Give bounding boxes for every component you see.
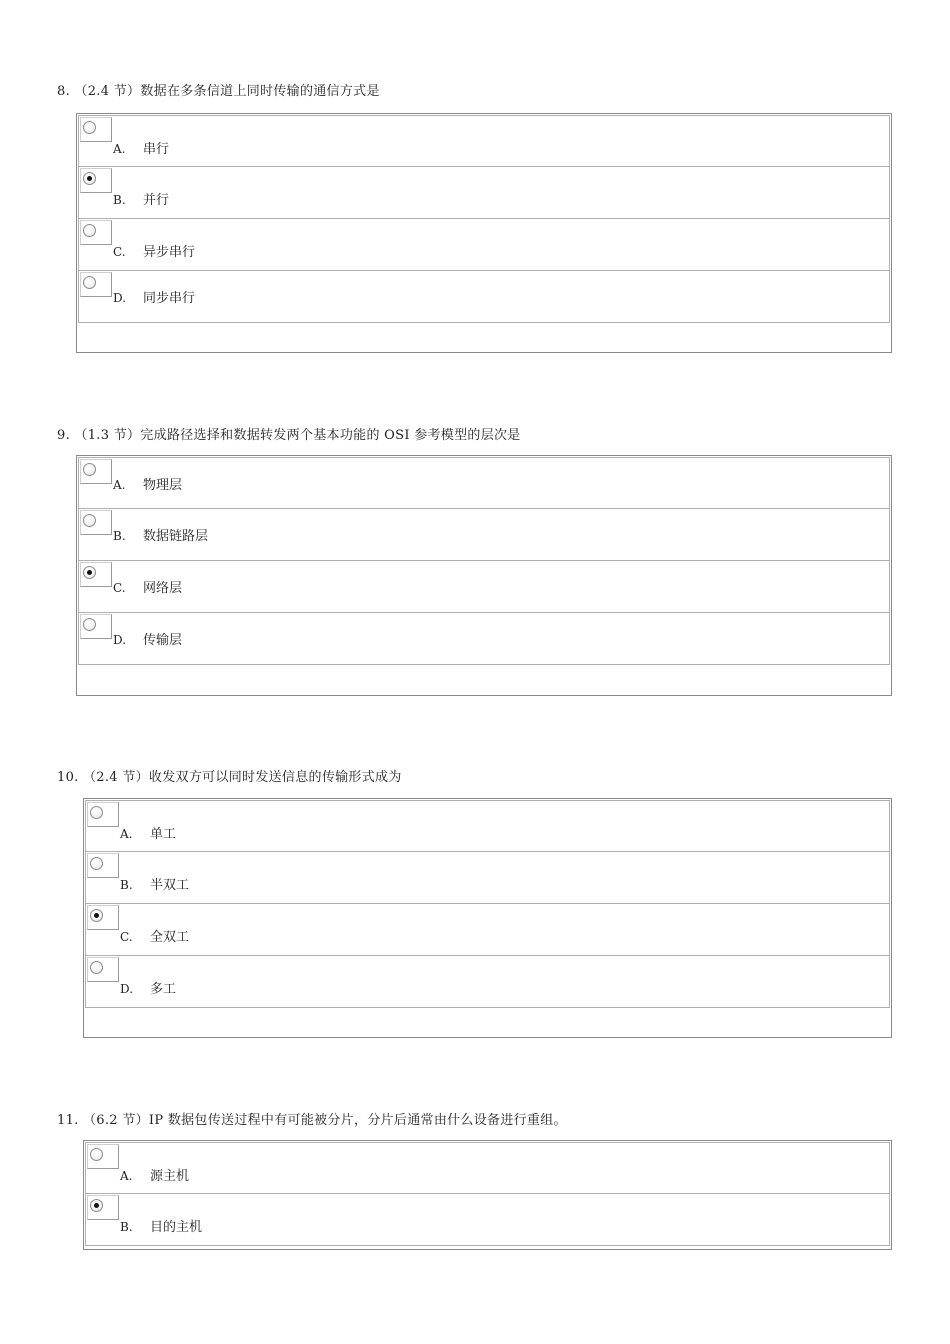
option-row-d[interactable]: [78, 613, 890, 665]
option-letter: D.: [120, 982, 134, 996]
option-label: [120, 926, 189, 945]
option-row-d[interactable]: [85, 956, 890, 1008]
option-text: 半双工: [150, 878, 190, 893]
option-label: [120, 823, 176, 842]
option-row-a[interactable]: [78, 457, 890, 509]
radio-button-a[interactable]: [83, 463, 96, 476]
radio-box: [87, 802, 119, 827]
radio-selected-dot-icon: [87, 570, 92, 575]
radio-button-b[interactable]: [90, 857, 103, 870]
radio-box: [87, 1195, 119, 1220]
option-label: [113, 241, 195, 260]
option-letter: A.: [113, 478, 126, 492]
option-label: [113, 138, 169, 157]
option-letter: B.: [120, 878, 133, 892]
options-table: [83, 1140, 892, 1250]
option-letter: A.: [120, 827, 133, 841]
option-text: 同步串行: [143, 291, 196, 306]
option-row-c[interactable]: [85, 904, 890, 956]
question-title: 9. （1.3 节）完成路径选择和数据转发两个基本功能的 OSI 参考模型的层次是: [57, 428, 521, 443]
option-text: 数据链路层: [143, 529, 209, 544]
radio-button-c[interactable]: [83, 566, 96, 579]
option-row-a[interactable]: [85, 1142, 890, 1194]
option-text: 源主机: [150, 1169, 190, 1184]
option-label: [120, 874, 189, 893]
radio-box: [80, 510, 112, 535]
question-title: 11. （6.2 节）IP 数据包传送过程中有可能被分片，分片后通常由什么设备进行重组。: [57, 1113, 567, 1128]
option-letter: A.: [120, 1169, 133, 1183]
option-row-d[interactable]: [78, 271, 890, 323]
option-label: [120, 978, 176, 997]
option-letter: B.: [120, 1220, 133, 1234]
option-text: 传输层: [143, 633, 183, 648]
option-label: [113, 474, 182, 493]
option-letter: B.: [113, 529, 126, 543]
radio-box: [80, 459, 112, 484]
option-row-c[interactable]: [78, 219, 890, 271]
option-row-a[interactable]: [78, 115, 890, 167]
option-text: 并行: [143, 193, 170, 208]
option-row-c[interactable]: [78, 561, 890, 613]
radio-button-a[interactable]: [90, 806, 103, 819]
question-title: 10. （2.4 节）收发双方可以同时发送信息的传输形式成为: [57, 770, 402, 785]
radio-box: [87, 957, 119, 982]
option-text: 全双工: [150, 930, 190, 945]
radio-box: [80, 562, 112, 587]
option-text: 单工: [150, 827, 177, 842]
option-letter: C.: [120, 930, 133, 944]
radio-box: [80, 220, 112, 245]
option-letter: C.: [113, 581, 126, 595]
options-table: [76, 113, 892, 353]
option-letter: D.: [113, 291, 127, 305]
radio-box: [80, 614, 112, 639]
option-label: [120, 1216, 202, 1235]
radio-box: [87, 853, 119, 878]
option-label: [113, 577, 182, 596]
option-text: 目的主机: [150, 1220, 203, 1235]
option-letter: D.: [113, 633, 127, 647]
option-row-b[interactable]: [78, 167, 890, 219]
options-table: [76, 455, 892, 696]
radio-button-a[interactable]: [90, 1148, 103, 1161]
radio-button-d[interactable]: [83, 618, 96, 631]
option-label: [120, 1165, 189, 1184]
radio-button-d[interactable]: [83, 276, 96, 289]
option-letter: C.: [113, 245, 126, 259]
option-label: [113, 525, 208, 544]
option-label: [113, 629, 182, 648]
option-text: 串行: [143, 142, 170, 157]
radio-box: [80, 168, 112, 193]
option-text: 多工: [150, 982, 177, 997]
radio-box: [87, 905, 119, 930]
radio-box: [80, 272, 112, 297]
option-label: [113, 189, 169, 208]
option-letter: B.: [113, 193, 126, 207]
radio-button-c[interactable]: [83, 224, 96, 237]
radio-selected-dot-icon: [87, 176, 92, 181]
radio-button-a[interactable]: [83, 121, 96, 134]
radio-button-d[interactable]: [90, 961, 103, 974]
options-table: [83, 798, 892, 1038]
option-row-a[interactable]: [85, 800, 890, 852]
option-letter: A.: [113, 142, 126, 156]
option-row-b[interactable]: [85, 1194, 890, 1246]
radio-button-c[interactable]: [90, 909, 103, 922]
radio-box: [80, 117, 112, 142]
option-row-b[interactable]: [78, 509, 890, 561]
radio-button-b[interactable]: [83, 172, 96, 185]
radio-button-b[interactable]: [90, 1199, 103, 1212]
radio-button-b[interactable]: [83, 514, 96, 527]
option-label: [113, 287, 195, 306]
question-title: 8. （2.4 节）数据在多条信道上同时传输的通信方式是: [57, 84, 380, 99]
radio-selected-dot-icon: [94, 913, 99, 918]
option-text: 异步串行: [143, 245, 196, 260]
radio-box: [87, 1144, 119, 1169]
option-text: 物理层: [143, 478, 183, 493]
option-text: 网络层: [143, 581, 183, 596]
radio-selected-dot-icon: [94, 1203, 99, 1208]
option-row-b[interactable]: [85, 852, 890, 904]
